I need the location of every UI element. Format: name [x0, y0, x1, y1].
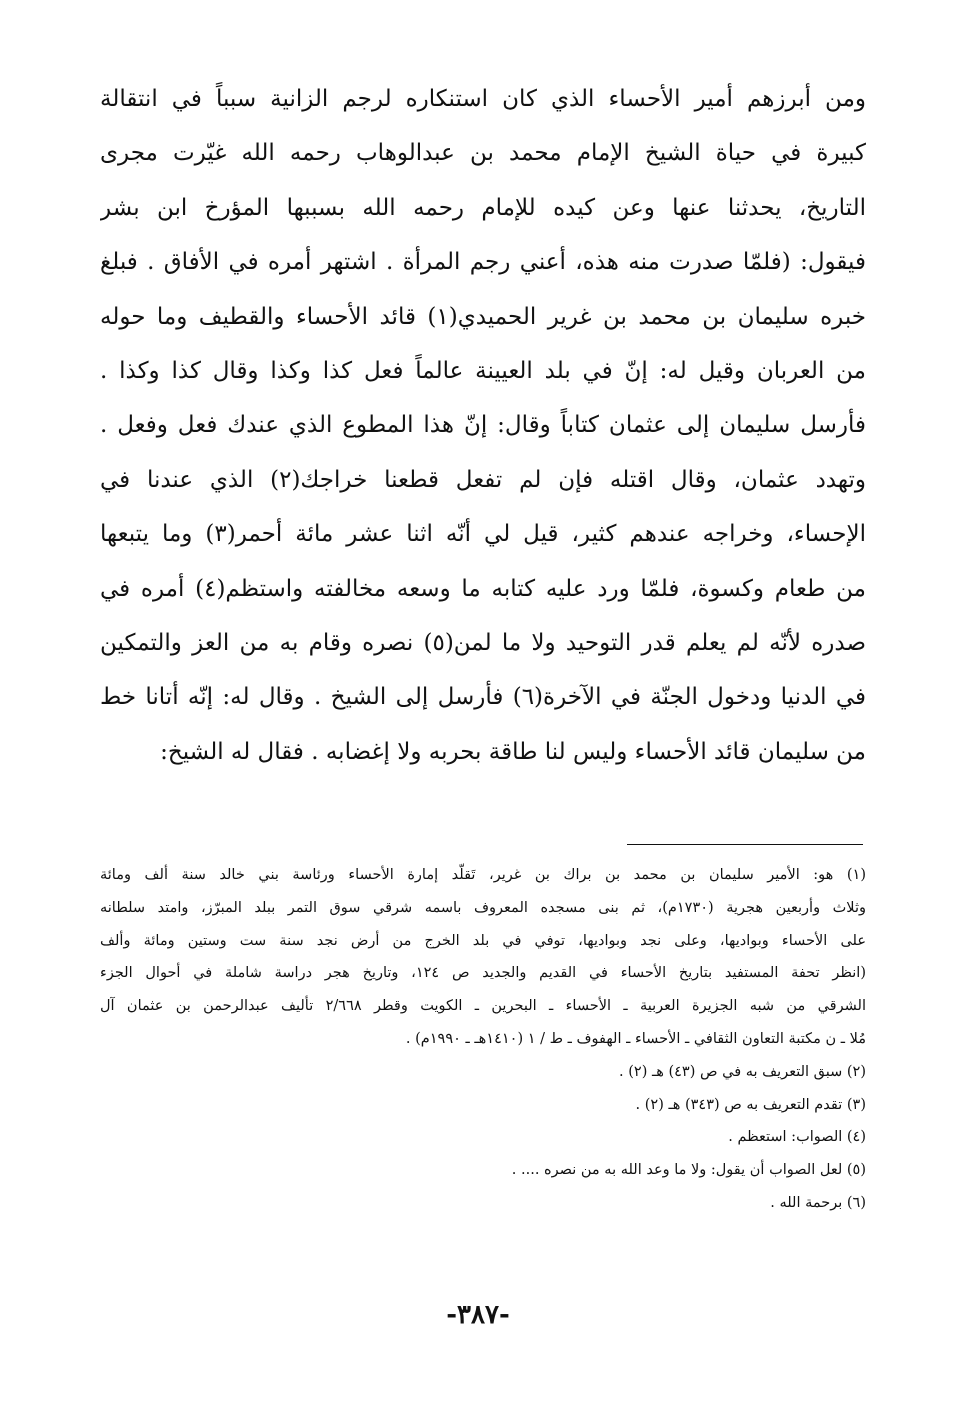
footnote-6: (٦) برحمة الله . — [770, 1194, 866, 1211]
text-line: فيقول: (فلمّا صدرت منه هذه، أعني رجم المرأة . اشتهر أمره في الأفاق . فبلغ — [100, 249, 866, 276]
text-line: صدره لأنّه لم يعلم قدر التوحيد ولا ما لمن(٥) نصره وقام به من العز والتمكين — [100, 629, 866, 656]
footnote-line: على الأحساء وبواديها، وعلى نجد وبواديها، توفي في بلد الخرج من أرض نجد سنة ست وستين ومائة وألف — [100, 932, 866, 949]
text-line: الإحساء، وخراجه عندهم كثير، قيل لي أنّه اثنا عشر مائة أحمر(٣) وما يتبعها — [100, 521, 866, 548]
text-line: في الدنيا ودخول الجنّة في الآخرة(٦) فأرسل إلى الشيخ . وقال له: إنّه أتانا خط — [100, 684, 866, 711]
footnote-4: (٤) الصواب: استعظم . — [728, 1129, 866, 1146]
text-line: من طعام وكسوة، فلمّا ورد عليه كتابه ما وسعه مخالفته واستظم(٤) أمره في — [100, 575, 866, 602]
text-line: فأرسل سليمان إلى عثمان كتاباً وقال: إنّ هذا المطوع الذي عندك فعل وفعل . — [100, 412, 866, 439]
main-text — [100, 72, 866, 779]
text-line: وتهدد عثمان، وقال اقتله فإن لم تفعل قطعنا خراجك(٢) الذي عندنا في — [100, 466, 866, 493]
text-line: من العربان وقيل له: إنّ في بلد العيينة عالماً فعل كذا وكذا وقال كذا وكذا . — [100, 357, 866, 384]
footnotes — [100, 859, 866, 1220]
footnote-2: (٢) سبق التعريف به في ص (٤٣) هـ (٢) . — [619, 1063, 866, 1080]
footnote-line: وثلاث وأربعين هجرية (١٧٣٠م)، ثم بنى مسجده المعروف باسمه شرقي سوق التمر ببلد المبرّز، وامتد سلطانه — [100, 899, 866, 916]
text-line: خبره سليمان بن محمد بن غرير الحميدي(١) قائد الأحساء والقطيف وما حوله — [100, 303, 866, 330]
text-line: التاريخ، يحدثنا عنها وعن كيده للإمام رحمه الله بسببها المؤرخ ابن بشر — [100, 194, 866, 221]
footnote-line: (١) هو: الأمير سليمان بن محمد بن براك بن غرير، تَقلّد إمارة الأحساء ورئاسة بني خالد سنة ألف ومائة — [100, 867, 866, 883]
footnote-line: مُلا ـ ن مكتبة التعاون الثقافي ـ الأحساء ـ الهفوف ـ ط / ١ (١٤١٠هـ ـ ١٩٩٠م) . — [405, 1030, 866, 1047]
footnote-5: (٥) لعل الصواب أن يقول: ولا ما وعد الله به من نصره .... . — [511, 1162, 866, 1179]
footnote-line: (انظر تحفة المستفيد بتاريخ الأحساء في القديم والجديد ص ١٢٤، وتاريخ هجر دراسة شاملة في أحوال الجزء — [100, 965, 866, 982]
footnote-3: (٣) تقدم التعريف به ص (٣٤٣) هـ (٢) . — [635, 1096, 866, 1113]
footnote-line: الشرقي من شبه الجزيرة العربية ـ الأحساء ـ البحرين ـ الكويت وقطر ٢/٦٦٨ تأليف عبدالرحمن بن عثمان آل — [100, 998, 866, 1015]
text-line: ومن أبرزهم أمير الأحساء الذي كان استنكاره لرجم الزانية سبباً في انتقالة — [100, 86, 866, 112]
page-number: -٣٨٧- — [446, 1300, 510, 1330]
text-line: من سليمان قائد الأحساء وليس لنا طاقة بحربه ولا إغضابه . فقال له الشيخ: — [160, 738, 866, 765]
footnote-separator — [627, 844, 863, 845]
text-line: كبيرة في حياة الشيخ الإمام محمد بن عبدالوهاب رحمه الله غيّرت مجرى — [100, 140, 866, 167]
